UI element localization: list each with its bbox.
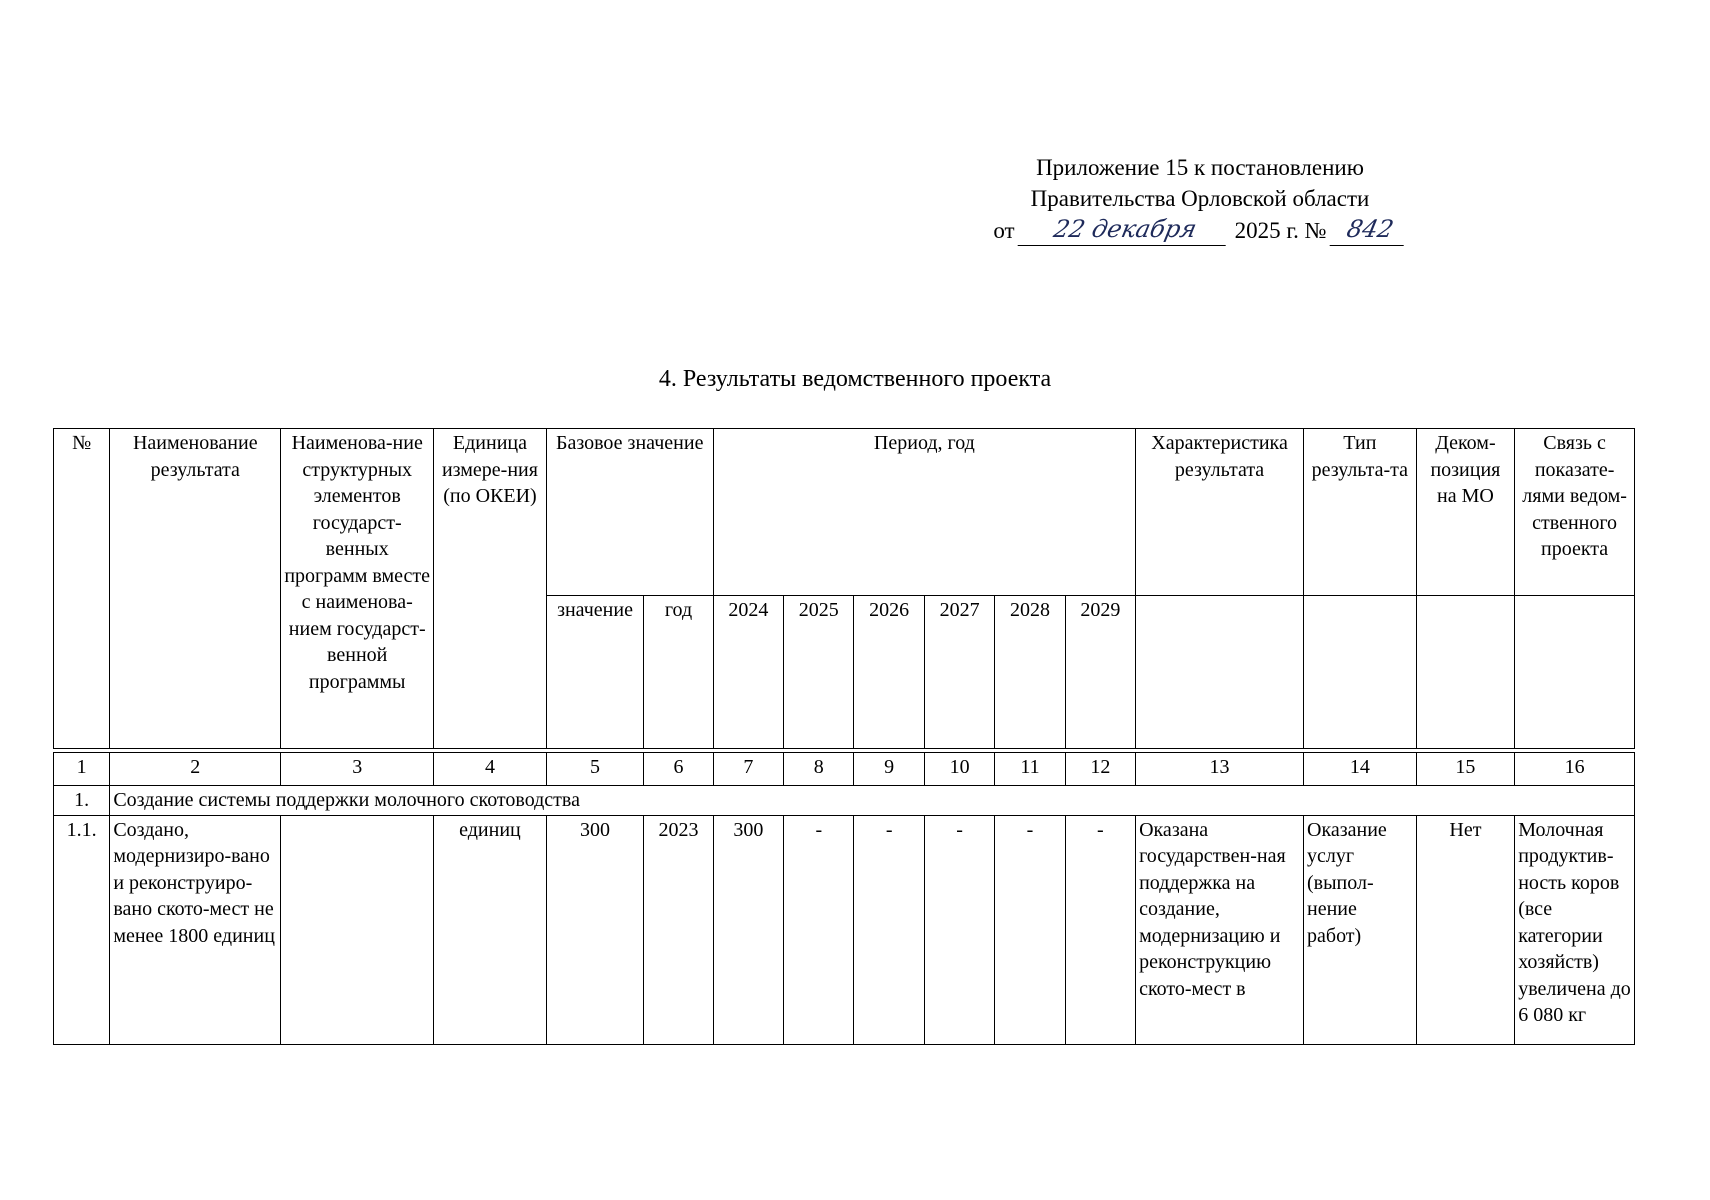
column-number: 10 [924,753,994,786]
col-header-year-2024: 2024 [713,596,783,749]
column-number: 3 [281,753,434,786]
appendix-header [980,152,1420,246]
from-label: от [993,218,1015,243]
col-header-result-type-empty [1304,596,1417,749]
column-number: 8 [784,753,854,786]
row-num: 1.1. [54,815,110,1044]
col-header-year-2028: 2028 [995,596,1065,749]
row-result-type: Оказание услуг (выпол-нение работ) [1304,815,1417,1044]
column-number: 7 [713,753,783,786]
table-row [54,815,1635,1044]
row-base-year: 2023 [644,815,713,1044]
col-header-link: Связь с показате-лями ведом-ственного проекта [1515,429,1635,596]
section-row-title: Создание системы поддержки молочного скотоводства [110,786,1635,816]
row-result-name: Создано, модернизиро-вано и реконструиро-вано ското-мест не менее 1800 единиц [110,815,281,1044]
column-number: 13 [1136,753,1304,786]
col-header-base-value-sub: значение [546,596,644,749]
handwritten-date: 22 декабря [1017,214,1232,246]
row-value-2026: - [854,815,924,1044]
col-header-base-value: Базовое значение [546,429,713,596]
column-number: 2 [110,753,281,786]
row-unit: единиц [434,815,547,1044]
section-title: 4. Результаты ведомственного проекта [658,366,1052,392]
row-characteristic: Оказана государствен-ная поддержка на создание, модернизацию и реконструкцию ското-мест в [1136,815,1304,1044]
column-number: 1 [54,753,110,786]
column-number: 15 [1416,753,1515,786]
row-struct-elements [281,815,434,1044]
results-table [53,428,1635,1045]
column-number: 4 [434,753,547,786]
column-number: 14 [1304,753,1417,786]
col-header-period: Период, год [713,429,1135,596]
col-header-year-2027: 2027 [924,596,994,749]
row-value-2027: - [924,815,994,1044]
row-value-2028: - [995,815,1065,1044]
row-base-value: 300 [546,815,644,1044]
column-number: 6 [644,753,713,786]
column-number: 12 [1065,753,1135,786]
appendix-date-line [980,214,1420,246]
col-header-num: № [54,429,110,749]
col-header-decomposition-empty [1416,596,1515,749]
row-value-2024: 300 [713,815,783,1044]
column-number-row [54,753,1635,786]
section-row [54,786,1635,816]
col-header-struct-elements: Наименова-ние структурных элементов государст-венных программ вместе с наименова-нием государст-венной программы [281,429,434,749]
col-header-result-name: Наименование результата [110,429,281,749]
results-table-wrap [53,428,1635,1045]
row-value-2029: - [1065,815,1135,1044]
col-header-unit: Единица измере-ния (по ОКЕИ) [434,429,547,749]
col-header-decomposition: Деком-позиция на МО [1416,429,1515,596]
column-number: 11 [995,753,1065,786]
appendix-line-1: Приложение 15 к постановлению [1036,155,1364,180]
column-number: 5 [546,753,644,786]
section-row-num: 1. [54,786,110,816]
col-header-year-2029: 2029 [1065,596,1135,749]
header-row-1 [54,429,1635,596]
col-header-year-2026: 2026 [854,596,924,749]
column-number: 9 [854,753,924,786]
row-value-2025: - [784,815,854,1044]
row-decomposition: Нет [1416,815,1515,1044]
handwritten-number: 842 [1329,214,1410,246]
col-header-year-2025: 2025 [784,596,854,749]
row-link: Молочная продуктив-ность коров (все категории хозяйств) увеличена до 6 080 кг [1515,815,1635,1044]
appendix-line-2: Правительства Орловской области [1030,186,1370,211]
year-number-label: 2025 г. № [1234,218,1327,243]
col-header-base-year-sub: год [644,596,713,749]
col-header-characteristic: Характеристика результата [1136,429,1304,596]
col-header-result-type: Тип результа-та [1304,429,1417,596]
col-header-link-empty [1515,596,1635,749]
col-header-characteristic-empty [1136,596,1304,749]
column-number: 16 [1515,753,1635,786]
